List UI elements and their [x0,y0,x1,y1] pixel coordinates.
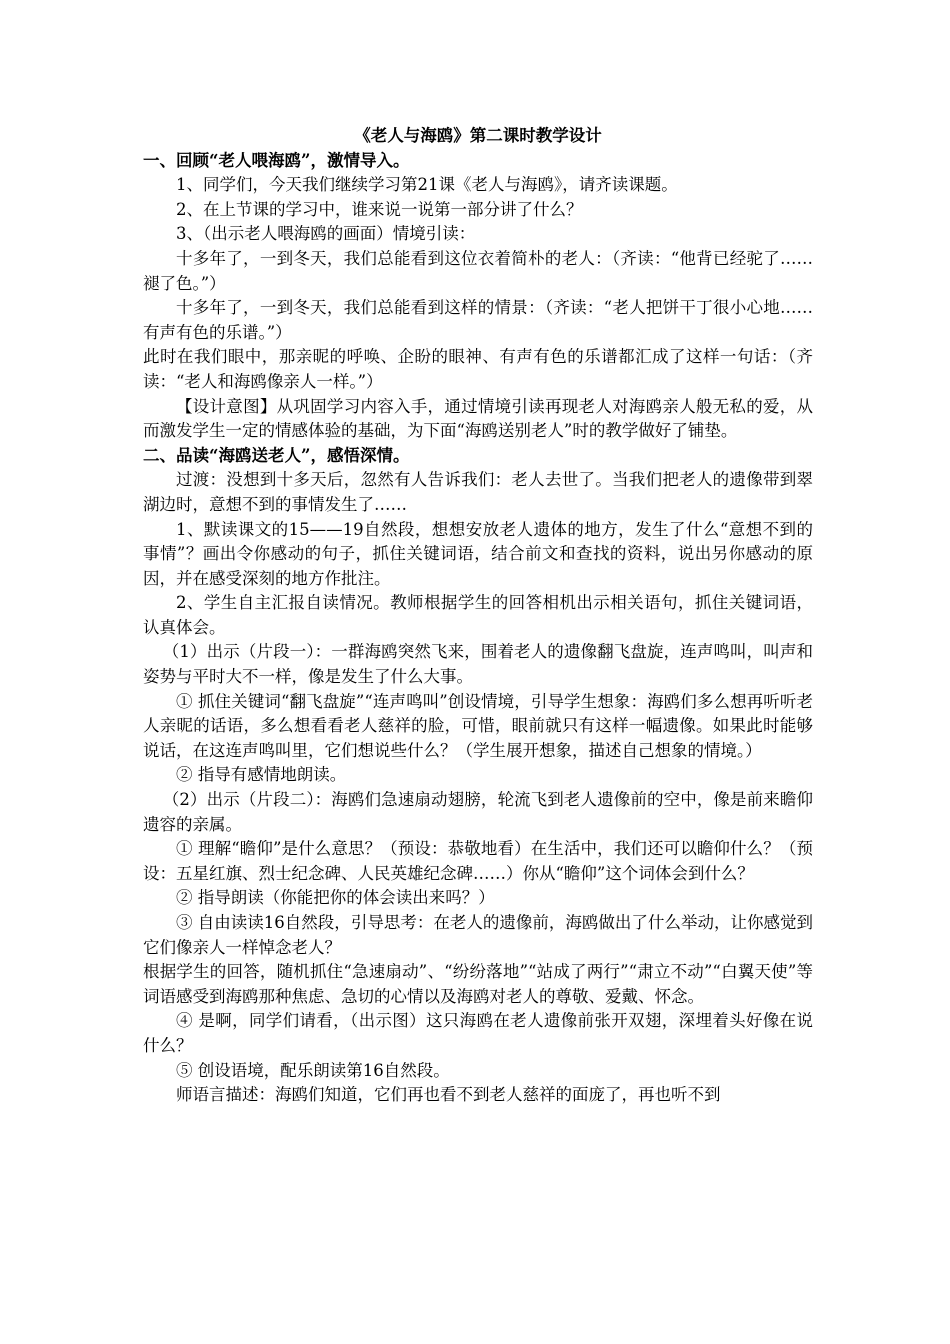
page-title: 《老人与海鸥》第二课时教学设计 [354,126,602,145]
paragraph: ① 抓住关键词“翻飞盘旋”“连声鸣叫”创设情境，引导学生想象：海鸥们多么想再听听老人亲昵的话语，多么想看看老人慈祥的脸，可惜，眼前就只有这样一幅遗像。如果此时能够说话，在这连声鸣叫里，它们想说些什么？（学生展开想象，描述自己想象的情境。） [143,691,813,760]
paragraph: 1、同学们，今天我们继续学习第21课《老人与海鸥》，请齐读课题。 [176,175,678,195]
paragraph: ① 理解“瞻仰”是什么意思？（预设：恭敬地看）在生活中，我们还可以瞻仰什么？（预设：五星红旗、烈士纪念碑、人民英雄纪念碑……）你从“瞻仰”这个词体会到什么？ [143,839,813,883]
section-heading-2: 二、品读“海鸥送老人”，感悟深情。 [143,445,410,465]
excerpt-paragraph: （2）出示（片段二）：海鸥们急速扇动翅膀，轮流飞到老人遗像前的空中，像是前来瞻仰遗容的亲属。 [143,790,813,834]
paragraph: 2、学生自主汇报自读情况。教师根据学生的回答相机出示相关语句，抓住关键词语，认真体会。 [143,593,813,637]
paragraph: 师语言描述：海鸥们知道，它们再也看不到老人慈祥的面庞了，再也听不到 [176,1085,721,1105]
paragraph: ③ 自由读读16自然段，引导思考：在老人的遗像前，海鸥做出了什么举动，让你感觉到它们像亲人一样悼念老人？ [143,913,813,957]
design-intent-paragraph: 【设计意图】从巩固学习内容入手，通过情境引读再现老人对海鸥亲人般无私的爱，从而激发学生一定的情感体验的基础，为下面“海鸥送别老人”时的教学做好了铺垫。 [143,396,813,441]
paragraph: 此时在我们眼中，那亲昵的呼唤、企盼的眼神、有声有色的乐谱都汇成了这样一句话：（齐读：“老人和海鸥像亲人一样。”） [143,347,813,391]
paragraph: 十多年了，一到冬天，我们总能看到这位衣着简朴的老人：（齐读：“他背已经驼了……褪了色。”） [143,248,813,293]
paragraph: 根据学生的回答，随机抓住“急速扇动”、“纷纷落地”“站成了两行”“肃立不动”“白翼天使”等词语感受到海鸥那种焦虑、急切的心情以及海鸥对老人的尊敬、爱戴、怀念。 [143,962,813,1006]
paragraph: ② 指导有感情地朗读。 [176,765,347,785]
paragraph: 3、（出示老人喂海鸥的画面）情境引读： [176,224,476,244]
paragraph: ⑤ 创设语境，配乐朗读第16自然段。 [176,1060,450,1080]
paragraph: 2、在上节课的学习中，谁来说一说第一部分讲了什么？ [176,199,583,219]
paragraph: 过渡：没想到十多天后，忽然有人告诉我们：老人去世了。当我们把老人的遗像带到翠湖边时，意想不到的事情发生了…… [143,470,813,514]
section-heading-1: 一、回顾“老人喂海鸥”，激情导入。 [143,150,410,170]
paragraph: 1、默读课文的15——19自然段，想想安放老人遗体的地方，发生了什么“意想不到的事情”？画出令你感动的句子，抓住关键词语，结合前文和查找的资料，说出另你感动的原因，并在感受深刻的地方作批注。 [143,519,813,588]
excerpt-paragraph: （1）出示（片段一）：一群海鸥突然飞来，围着老人的遗像翻飞盘旋，连声鸣叫，叫声和姿势与平时大不一样，像是发生了什么大事。 [143,642,813,687]
paragraph: ④ 是啊，同学们请看，（出示图）这只海鸥在老人遗像前张开双翅，深埋着头好像在说什么？ [143,1011,813,1055]
paragraph: ② 指导朗读（你能把你的体会读出来吗？） [176,888,495,908]
document-body [143,124,813,1108]
paragraph: 十多年了，一到冬天，我们总能看到这样的情景：（齐读：“老人把饼干丁很小心地……有声有色的乐谱。”） [143,298,813,342]
